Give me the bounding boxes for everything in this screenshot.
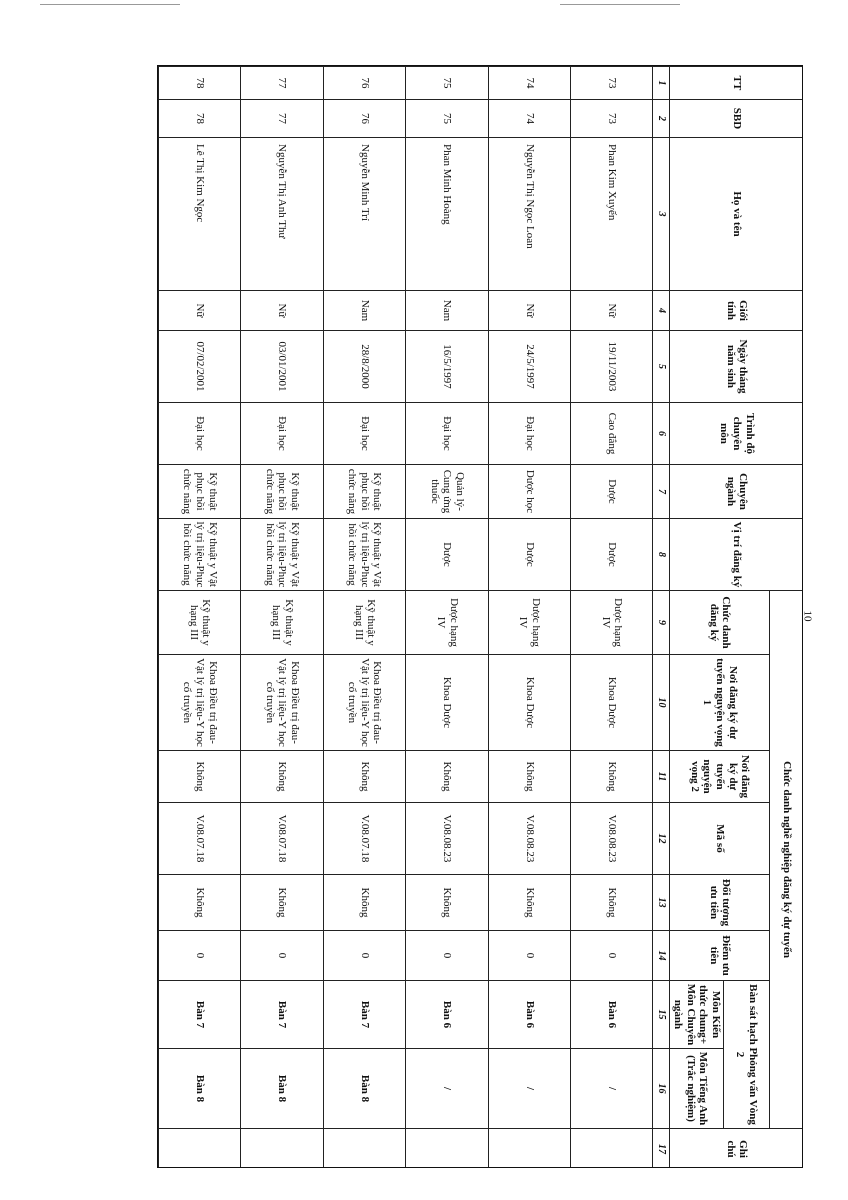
cell-table-general: Bàn 6 xyxy=(406,981,488,1049)
cell-place1: Khoa Điều trị đau- Vật lý trị liệu-Y học cổ truyền xyxy=(241,655,323,751)
column-number: 7 xyxy=(653,465,670,519)
header-place1: Nơi đăng ký dự tuyển nguyện vọng 1 xyxy=(670,655,770,751)
cell-name: Nguyễn Minh Trí xyxy=(323,138,405,291)
column-number: 3 xyxy=(653,138,670,291)
table-row xyxy=(406,67,488,1169)
cell-level: Cao đẳng xyxy=(571,403,653,465)
cell-priority-points: 0 xyxy=(488,931,570,981)
cell-note xyxy=(406,1129,488,1168)
cell-priority-points: 0 xyxy=(241,931,323,981)
header-subject-general: Môn Kiến thức chung+ Môn Chuyên ngành xyxy=(670,981,724,1049)
cell-sbd: 77 xyxy=(241,100,323,138)
cell-tt: 75 xyxy=(406,67,488,100)
header-position: Vị trí đăng ký xyxy=(670,519,803,591)
cell-title: Dược hạng IV xyxy=(406,591,488,655)
cell-tt: 76 xyxy=(323,67,405,100)
cell-table-english: / xyxy=(571,1049,653,1129)
scan-mark xyxy=(560,4,680,5)
cell-place2: Không xyxy=(488,751,570,803)
header-subject-english: Môn Tiếng Anh (Trắc nghiệm) xyxy=(670,1049,724,1129)
cell-place1: Khoa Dược xyxy=(488,655,570,751)
cell-code: V.08.08.23 xyxy=(488,803,570,875)
cell-major: Dược xyxy=(571,465,653,519)
cell-gender: Nam xyxy=(406,291,488,331)
column-number: 17 xyxy=(653,1129,670,1168)
cell-note xyxy=(323,1129,405,1168)
cell-priority-subject: Không xyxy=(323,875,405,931)
header-sbd: SBD xyxy=(670,100,803,138)
cell-gender: Nữ xyxy=(488,291,570,331)
column-number: 8 xyxy=(653,519,670,591)
page-number: 10 xyxy=(801,610,814,622)
column-number: 12 xyxy=(653,803,670,875)
cell-table-general: Bàn 7 xyxy=(241,981,323,1049)
cell-sbd: 76 xyxy=(323,100,405,138)
cell-note xyxy=(571,1129,653,1168)
cell-title: Dược hạng IV xyxy=(488,591,570,655)
cell-major: Kỹ thuật phục hồi chức năng xyxy=(159,465,241,519)
cell-priority-points: 0 xyxy=(406,931,488,981)
cell-priority-points: 0 xyxy=(571,931,653,981)
header-major: Chuyên ngành xyxy=(670,465,803,519)
cell-name: Lê Thị Kim Ngọc xyxy=(159,138,241,291)
cell-title: Kỹ thuật y hạng III xyxy=(241,591,323,655)
header-tt: TT xyxy=(670,67,803,100)
column-number: 15 xyxy=(653,981,670,1049)
cell-priority-subject: Không xyxy=(159,875,241,931)
cell-tt: 73 xyxy=(571,67,653,100)
column-number: 5 xyxy=(653,331,670,403)
table-row xyxy=(571,67,653,1169)
cell-name: Phan Kim Xuyến xyxy=(571,138,653,291)
cell-note xyxy=(159,1129,241,1168)
cell-place2: Không xyxy=(571,751,653,803)
cell-tt: 77 xyxy=(241,67,323,100)
cell-table-english: / xyxy=(406,1049,488,1129)
cell-dob: 03/01/2001 xyxy=(241,331,323,403)
header-title: Chức danh đăng ký xyxy=(670,591,770,655)
cell-sbd: 75 xyxy=(406,100,488,138)
cell-priority-subject: Không xyxy=(571,875,653,931)
column-number-row xyxy=(653,67,670,1169)
cell-level: Đại học xyxy=(406,403,488,465)
cell-dob: 16/5/1997 xyxy=(406,331,488,403)
cell-major: Kỹ thuật phục hồi chức năng xyxy=(323,465,405,519)
cell-table-general: Bàn 7 xyxy=(159,981,241,1049)
cell-position: Dược xyxy=(571,519,653,591)
column-number: 9 xyxy=(653,591,670,655)
cell-sbd: 74 xyxy=(488,100,570,138)
header-place2: Nơi đăng ký dự tuyển nguyện vọng 2 xyxy=(670,751,770,803)
column-number: 14 xyxy=(653,931,670,981)
header-dob: Ngày tháng năm sinh xyxy=(670,331,803,403)
cell-priority-points: 0 xyxy=(159,931,241,981)
cell-table-english: Bàn 8 xyxy=(159,1049,241,1129)
column-number: 10 xyxy=(653,655,670,751)
cell-name: Nguyễn Thị Anh Thư xyxy=(241,138,323,291)
cell-title: Kỹ thuật y hạng III xyxy=(323,591,405,655)
cell-name: Phan Minh Hoàng xyxy=(406,138,488,291)
cell-table-general: Bàn 6 xyxy=(488,981,570,1049)
header-interview: Bàn sát hạch Phỏng vấn Vòng 2 xyxy=(724,981,770,1129)
cell-position: Dược xyxy=(406,519,488,591)
cell-tt: 78 xyxy=(159,67,241,100)
rotated-table-container xyxy=(158,66,803,1168)
table-row xyxy=(323,67,405,1169)
header-priority-subject: Đối tượng ưu tiên xyxy=(670,875,770,931)
cell-priority-subject: Không xyxy=(488,875,570,931)
cell-dob: 07/02/2001 xyxy=(159,331,241,403)
cell-position: Kỹ thuật y Vật lý trị liệu-Phục hồi chức năng xyxy=(159,519,241,591)
cell-gender: Nam xyxy=(323,291,405,331)
cell-place1: Khoa Dược xyxy=(406,655,488,751)
cell-place1: Khoa Điều trị đau- Vật lý trị liệu-Y học cổ truyền xyxy=(323,655,405,751)
cell-level: Đại học xyxy=(159,403,241,465)
header-priority-points: Điểm ưu tiên xyxy=(670,931,770,981)
cell-major: Quản lý-Cung ứng thuốc xyxy=(406,465,488,519)
cell-title: Kỹ thuật y hạng III xyxy=(159,591,241,655)
cell-place2: Không xyxy=(323,751,405,803)
cell-level: Đại học xyxy=(241,403,323,465)
cell-major: Dược học xyxy=(488,465,570,519)
cell-note xyxy=(488,1129,570,1168)
candidate-table xyxy=(158,66,803,1168)
cell-place1: Khoa Điều trị đau- Vật lý trị liệu-Y học cổ truyền xyxy=(159,655,241,751)
cell-table-general: Bàn 6 xyxy=(571,981,653,1049)
cell-table-general: Bàn 7 xyxy=(323,981,405,1049)
table-row xyxy=(159,67,241,1169)
cell-sbd: 73 xyxy=(571,100,653,138)
cell-name: Nguyễn Thị Ngọc Loan xyxy=(488,138,570,291)
header-gender: Giới tính xyxy=(670,291,803,331)
table-row xyxy=(488,67,570,1169)
cell-level: Đại học xyxy=(323,403,405,465)
cell-note xyxy=(241,1129,323,1168)
cell-code: V.08.07.18 xyxy=(159,803,241,875)
cell-priority-subject: Không xyxy=(406,875,488,931)
cell-tt: 74 xyxy=(488,67,570,100)
cell-major: Kỹ thuật phục hồi chức năng xyxy=(241,465,323,519)
cell-gender: Nữ xyxy=(241,291,323,331)
column-number: 2 xyxy=(653,100,670,138)
header-name: Họ và tên xyxy=(670,138,803,291)
header-level: Trình độ chuyên môn xyxy=(670,403,803,465)
cell-dob: 24/5/1997 xyxy=(488,331,570,403)
column-number: 4 xyxy=(653,291,670,331)
cell-position: Kỹ thuật y Vật lý trị liệu-Phục hồi chức năng xyxy=(241,519,323,591)
cell-table-english: / xyxy=(488,1049,570,1129)
column-number: 16 xyxy=(653,1049,670,1129)
cell-place1: Khoa Dược xyxy=(571,655,653,751)
document-sheet xyxy=(157,65,803,1168)
cell-dob: 28/8/2000 xyxy=(323,331,405,403)
cell-priority-subject: Không xyxy=(241,875,323,931)
column-number: 1 xyxy=(653,67,670,100)
column-number: 11 xyxy=(653,751,670,803)
scan-mark xyxy=(40,4,180,5)
cell-sbd: 78 xyxy=(159,100,241,138)
column-number: 13 xyxy=(653,875,670,931)
cell-gender: Nữ xyxy=(159,291,241,331)
table-row xyxy=(241,67,323,1169)
cell-place2: Không xyxy=(406,751,488,803)
cell-title: Dược hạng IV xyxy=(571,591,653,655)
cell-table-english: Bàn 8 xyxy=(323,1049,405,1129)
cell-gender: Nữ xyxy=(571,291,653,331)
header-group-title: Chức danh nghề nghiệp đăng ký dự tuyển xyxy=(770,591,804,1129)
cell-level: Đại học xyxy=(488,403,570,465)
cell-position: Dược xyxy=(488,519,570,591)
cell-dob: 19/11/2003 xyxy=(571,331,653,403)
cell-place2: Không xyxy=(241,751,323,803)
cell-place2: Không xyxy=(159,751,241,803)
cell-code: V.08.08.23 xyxy=(571,803,653,875)
column-number: 6 xyxy=(653,403,670,465)
cell-code: V.08.08.23 xyxy=(406,803,488,875)
cell-priority-points: 0 xyxy=(323,931,405,981)
cell-table-english: Bàn 8 xyxy=(241,1049,323,1129)
header-note: Ghi chú xyxy=(670,1129,803,1168)
cell-code: V.08.07.18 xyxy=(323,803,405,875)
header-code: Mã số xyxy=(670,803,770,875)
cell-position: Kỹ thuật y Vật lý trị liệu-Phục hồi chức năng xyxy=(323,519,405,591)
cell-code: V.08.07.18 xyxy=(241,803,323,875)
